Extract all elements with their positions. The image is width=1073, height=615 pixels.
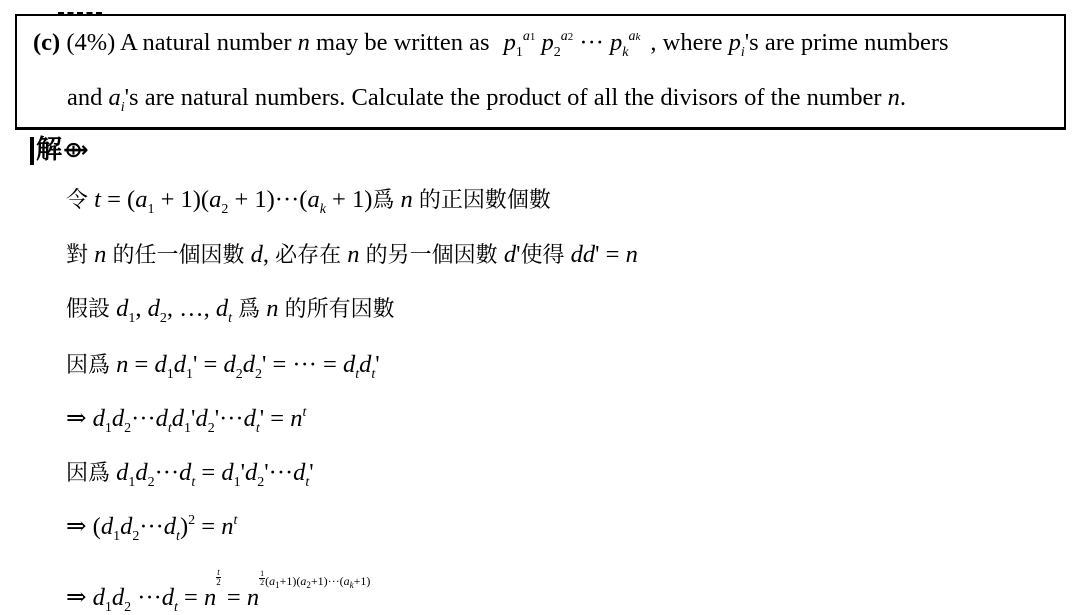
solution-line-5: ⇒ $d_1d_2\cdot\cdot\cdot d_td_1'd_2'\cdot\cdot\cdot d_t' = n^t$ [66,405,307,436]
solution-line-8: ⇒ $d_1d_2 \cdot\cdot\cdot d_t = n$ $\frac{t}{2}$ = n $^{\frac{1}{2} (a_1+1)(a_2+1)\cdot\cdot\cdot(a_k+1)}$ [66,567,371,615]
solution-line-6: 因爲 $d_1d_2\cdot\cdot\cdot d_t = d_1'd_2'\cdot\cdot\cdot d_t'$ [66,459,314,490]
question-box [15,14,1066,130]
solution-line-7: ⇒ $(d_1d_2\cdot\cdot\cdot d_t)^2 = n^t$ [66,513,238,544]
question-line-2: and $a_i's$ are natural numbers. Calculate the product of all the divisors of the number n. [67,84,907,115]
solution-line-3: 假設 $d_1$, $d_2$, …, $d_t$ 爲 n 的所有因數 [66,295,395,326]
prime-factorization-formula: $p_1^{a1}$ $p_2^{a2}$ ··· $p_k^{ak}$ [503,29,641,60]
solution-line-1: 令 $t = (a_1 + 1)(a_2 + 1)\cdot\cdot\cdot(a_k + 1)$爲 n 的正因數個數 [66,186,551,217]
question-points: (4%) [66,29,116,56]
arrow-icon: ⟴ [63,138,89,163]
solution-line-4: 因爲 $n = d_1d_1' = d_2d_2'$ = ··· = $d_td_t'$ [66,351,380,382]
solution-header-label: 解 [36,135,63,165]
solution-header [30,134,88,166]
question-line-1: (c) (4%) A natural number n may be written as $p_1^{a1}$ $p_2^{a2}$ ··· $p_k^{ak}$ , where $p_i's$ are prime numbers [33,29,949,60]
header-bar-icon [30,137,34,165]
solution-line-2: 對 n 的任一個因數 d, 必存在 n 的另一個因數 d'使得 dd' = n [66,241,638,268]
question-label: (c) [33,29,61,56]
